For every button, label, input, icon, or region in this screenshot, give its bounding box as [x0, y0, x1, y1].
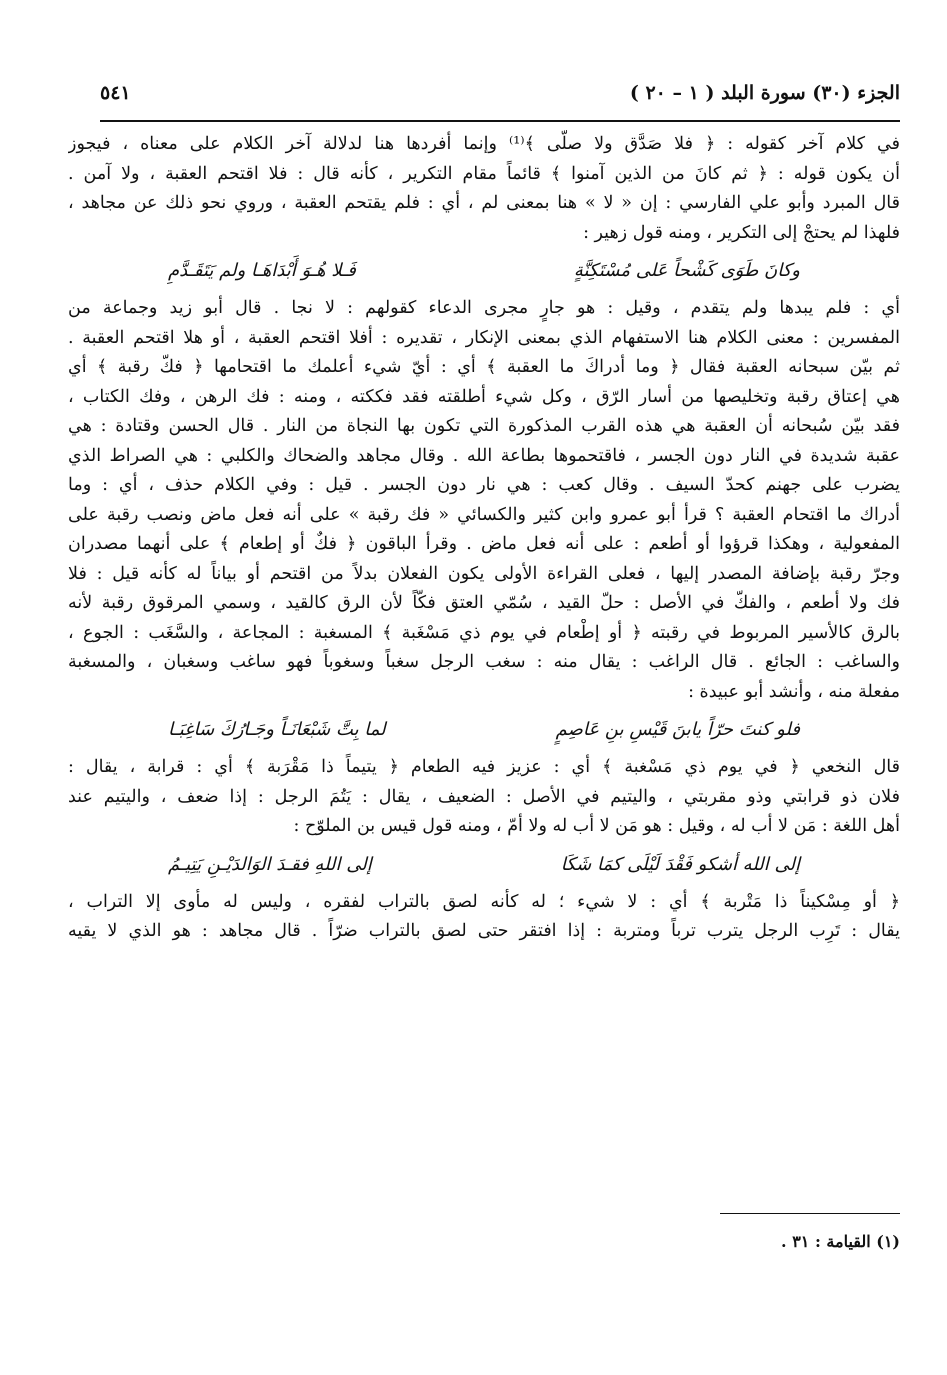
- text-line: فلان ذو قرابتي وذو مقربتي ، واليتيم في الأصل : الضعيف ، يقال : يَتُمَ الرجل : إذا ضعف ، واليتيم عند: [68, 786, 900, 807]
- text-line: فك ولا أطعم ، والفكّ في الأصل : حلّ القيد ، سُمّي العتق فكّاً لأن الرق كالقيد ، وسمي المرقوق رقبة لأنه: [68, 593, 900, 613]
- text-line: يقال : تَرِب الرجل يترب ترباً ومتربة : إذا افتقر حتى لصق بالتراب ضرّاً . قال مجاهد : هو الذي لا يقيه: [68, 921, 900, 941]
- text-line: ﴿ أو مِسْكيناً ذا مَتْربة ﴾ أي : لا شيء ؛ له كأنه لصق بالتراب لفقره ، وليس له مأوى إلا التراب ،: [68, 891, 900, 912]
- page-header: [100, 82, 900, 118]
- verse-second-hemistich: فَـلا هُـوَ أَبْدَاهَـا ولم يَتَقَـدَّمِ: [168, 260, 356, 281]
- footnote-rule: [720, 1213, 900, 1214]
- text-line: ثم بيّن سبحانه العقبة فقال ﴿ وما أدراكَ ما العقبة ﴾ أي : أيّ شيء أعلمك ما اقتحامها ﴿ فكّ رقبة ﴾ أي: [68, 357, 900, 377]
- text-line: قال النخعي ﴿ في يوم ذي مَسْغبة ﴾ أي : عزيز فيه الطعام ﴿ يتيماً ذا مَقْرَبة ﴾ أي : قرابة ، يقال :: [68, 757, 900, 777]
- verse-second-hemistich: لما بِتَّ شَبْعَانَـاً وجَـارُكَ سَاغِبَـا: [168, 719, 386, 740]
- text-line: فلهذا لم يحتجْ إلى التكرير ، ومنه قول زهير :: [583, 222, 900, 243]
- footnote: (١) القيامة : ٣١ .: [781, 1232, 900, 1251]
- text-line: أدراك ما اقتحام العقبة ؟ قرأ أبو عمرو وابن كثير والكسائي « فك رقبة » على أنه فعل ماض ونصب رقبة على: [68, 504, 900, 525]
- page-number: ٥٤١: [100, 82, 131, 104]
- text-line: أن يكون قوله : ﴿ ثم كانَ من الذين آمنوا ﴾ قائماً مقام التكرير ، كأنه قال : فلا اقتحم العقبة ، ولا آمن .: [68, 163, 900, 184]
- text-line: وجرّ رقبة بإضافة المصدر إليها ، فعلى القراءة الأولى يكون الفعلان بدلاً من اقتحم أو بياناً له كأنه قيل : فلا: [68, 563, 900, 584]
- text-line: المفعولية ، وهكذا قرؤوا أو أطعم : على أنه فعل ماض . وقرأ الباقون ﴿ فكٌ أو إطعام ﴾ على أنهما مصدران: [68, 534, 900, 554]
- text-line: في كلام آخر كقوله : ﴿ فلا صَدَّق ولا صلّى ﴾⁽¹⁾ وإنما أفردها هنا لدلالة آخر الكلام على معناه ، فيجوز: [68, 134, 900, 154]
- verse-second-hemistich: إلى اللهِ فقـدَ الوَالدَيْـنِ يَتِيـمُ: [168, 853, 372, 875]
- text-line: بالرق كالأسير المربوط في رقبته ﴿ أو إطْعام في يوم ذي مَسْغَبة ﴾ المسغبة : المجاعة ، والسَّغَب : الجوع ،: [68, 622, 900, 643]
- verse-first-hemistich: فلو كنتَ حرّاً يابنَ قَيْسِ بنِ عَاصِمٍ: [555, 719, 800, 740]
- text-line: مفعلة منه ، وأنشد أبو عبيدة :: [688, 681, 900, 702]
- poetry-verse: [68, 707, 900, 753]
- text-line: أي : فلم يبدها ولم يتقدم ، وقيل : هو جارٍ مجرى الدعاء كقولهم : لا نجا . قال أبو زيد وجماعة من: [68, 298, 900, 318]
- header-rule: [100, 120, 900, 122]
- running-title: الجزء (٣٠) سورة البلد ( ١ – ٢٠ ): [629, 82, 900, 104]
- text-line: والساغب : الجائع . قال الراغب : يقال منه : سغب الرجل سغباً وسغوباً فهو ساغب وسغبان ، والمسغبة: [68, 652, 900, 672]
- verse-first-hemistich: إلى الله أشكو فَقْدَ لَيْلَى كمَا شَكَا: [560, 853, 800, 875]
- text-line: عقبة شديدة في النار دون الجسر ، فاقتحموها بطاعة الله . وقال مجاهد والضحاك والكلبي : هي الصراط الذي: [68, 445, 900, 466]
- text-line: فقد بيّن سُبحانه أن العقبة هي هذه القرب المذكورة التي تكون بها النجاة من النار . قال الحسن وقتادة : هي: [68, 416, 900, 436]
- verse-first-hemistich: وكانَ طَوَى كَشْحاً عَلى مُسْتَكِنَّةٍ: [573, 260, 800, 281]
- text-line: المفسرين : معنى الكلام هنا الاستفهام الذي بمعنى الإنكار ، تقديره : أفلا اقتحم العقبة ، أو هلا اقتحم العقبة .: [68, 327, 900, 348]
- poetry-verse: [68, 248, 900, 294]
- text-line: قال المبرد وأبو علي الفارسي : إن « لا » هنا بمعنى لم ، أي : فلم يقتحم العقبة ، وروي نحو ذلك عن مجاهد ،: [68, 193, 900, 213]
- text-line: أهل اللغة : مَن لا أب له ، وقيل : هو مَن لا أب له ولا أمّ ، ومنه قول قيس بن الملوّح :: [293, 816, 900, 836]
- poetry-verse: [68, 842, 900, 888]
- page-body: [68, 130, 900, 947]
- text-line: هي إعتاق رقبة وتخليصها من أسار الرّق ، وكل شيء أطلقته فقد فككته ، ومنه : فك الرهن ، وفك الكتاب ،: [68, 386, 900, 407]
- text-line: يضرب على جهنم كحدّ السيف . وقال كعب : هي نار دون الجسر . قيل : وفي الكلام حذف ، أي : وما: [68, 475, 900, 495]
